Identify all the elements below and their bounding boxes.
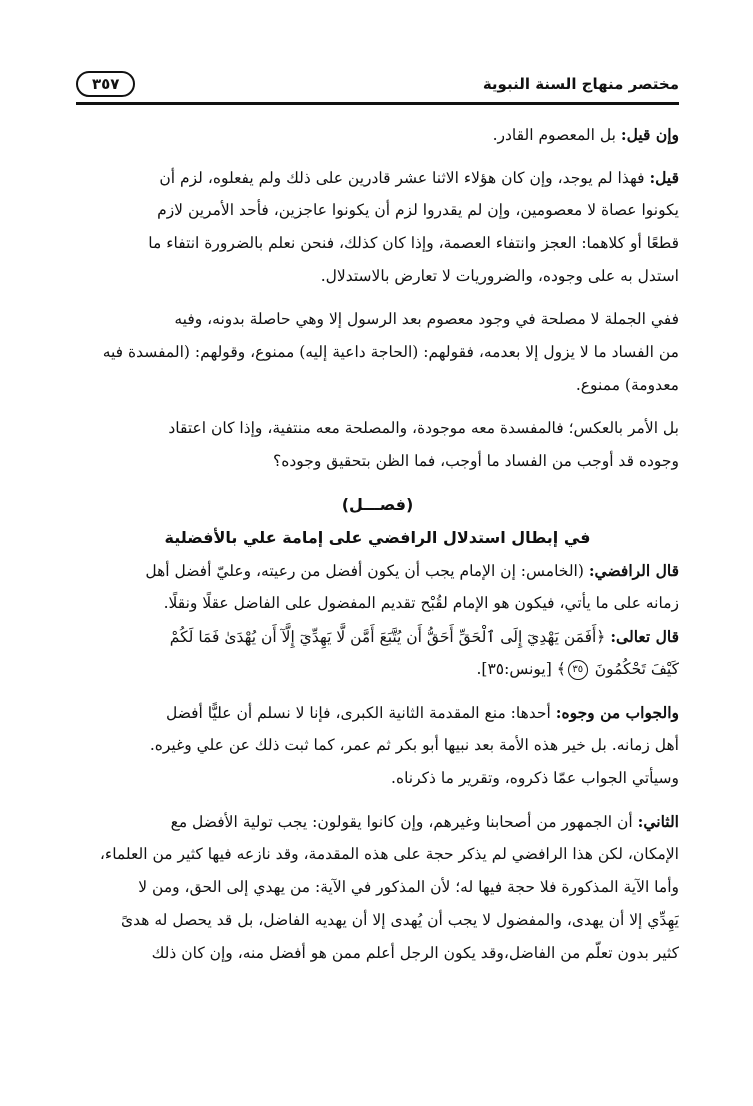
verse-close-bracket: ﴾ bbox=[556, 660, 566, 678]
text-line: الثاني: أن الجمهور من أصحابنا وغيرهم، وإن كانوا يقولون: يجب تولية الأفضل مع bbox=[170, 812, 679, 831]
text-line: كثير بدون تعلّم من الفاضل،وقد يكون الرجل أعلم ممن هو أفضل منه، وإن كان ذلك bbox=[151, 944, 679, 962]
text-line: قيل: فهذا لم يوجد، وإن كان هؤلاء الاثنا عشر قادرين على ذلك ولم يفعلوه، لزم أن bbox=[159, 168, 679, 187]
text-line: وإن قيل: بل المعصوم القادر. bbox=[492, 125, 679, 144]
text-line: استدل به على وجوده، والضروريات لا تعارض بالاستدلال. bbox=[320, 267, 679, 285]
text-line: يكونوا عصاة لا معصومين، وإن لم يقدروا لزم أن يكونوا عاجزين، فأحد الأمرين لازم bbox=[157, 201, 679, 219]
text-line: أهل زمانه. بل خير هذه الأمة بعد نبيها أبو بكر ثم عمر، كما ثبت ذلك عن علي وغيره. bbox=[149, 736, 679, 754]
text-line: الإمكان، لكن هذا الرافضي لم يذكر حجة على هذه المقدمة، وقد نازعه فيها كثير من العلماء، bbox=[99, 845, 679, 863]
page-header bbox=[76, 68, 679, 100]
text-line: ففي الجملة لا مصلحة في وجود معصوم بعد الرسول إلا وهي حاصلة بدونه، وفيه bbox=[174, 310, 679, 328]
page-body bbox=[76, 118, 679, 970]
text-line: والجواب من وجوه: أحدها: منع المقدمة الثانية الكبرى، فإنا لا نسلم أن عليًّا أفضل bbox=[165, 703, 679, 722]
quran-verse-line: كَيْفَ تَحْكُمُونَ ٣٥﴾ [يونس:٣٥]. bbox=[476, 660, 679, 678]
section-label: (فصـــل) bbox=[341, 495, 414, 514]
page-number: ٣٥٧ bbox=[76, 71, 135, 97]
quran-verse-line: قال تعالى: ﴿أَفَمَن يَهْدِيٓ إِلَى ٱلْحَقِّ أَحَقُّ أَن يُتَّبَعَ أَمَّن لَّا يَهِدِّيٓ إِلَّآ أَن يُهْدَىٰ فَمَا لَكُمْ bbox=[169, 627, 679, 646]
section-title: في إبطال استدلال الرافضي على إمامة علي بالأفضلية bbox=[164, 528, 591, 547]
text-line: معدومة) ممنوع. bbox=[575, 376, 679, 394]
running-title: مختصر منهاج السنة النبوية bbox=[482, 75, 679, 93]
text-line: زمانه على ما يأتي، فيكون هو الإمام لقُبْح تقديم المفضول على الفاضل عقلًا ونقلًا. bbox=[163, 594, 679, 612]
text-line: وسيأتي الجواب عمّا ذكروه، وتقرير ما ذكرناه. bbox=[391, 769, 679, 787]
text-line: من الفساد ما لا يزول إلا بعدمه، فقولهم: (الحاجة داعية إليه) ممنوع، وقولهم: (المفسدة فيه bbox=[102, 343, 679, 361]
ayah-number-marker: ٣٥ bbox=[568, 660, 588, 680]
text-line: وأما الآية المذكورة فلا حجة فيها له؛ لأن المذكور في الآية: من يهدي إلى الحق، ومن لا bbox=[138, 878, 679, 896]
text-line: بل الأمر بالعكس؛ فالمفسدة معه موجودة، والمصلحة معه منتفية، وإذا كان اعتقاد bbox=[168, 419, 679, 437]
verse-reference: [يونس:٣٥]. bbox=[476, 660, 552, 678]
text-line: قطعًا أو كلاهما: العجز وانتفاء العصمة، وإذا كان كذلك، فنحن نعلم بالضرورة انتفاء ما bbox=[148, 234, 679, 252]
text-line: قال الرافضي: (الخامس: إن الإمام يجب أن يكون أفضل من رعيته، وعليّ أفضل أهل bbox=[145, 561, 679, 580]
header-rule bbox=[76, 102, 679, 105]
text-line: وجوده قد أوجب من الفساد ما أوجب، فما الظن بتحقيق وجوده؟ bbox=[273, 452, 679, 470]
text-line: يَهِدِّي إلا أن يهدى، والمفضول لا يجب أن يُهدى إلا أن يهديه الفاضل، بل قد يحصل له هدىً bbox=[121, 911, 679, 929]
